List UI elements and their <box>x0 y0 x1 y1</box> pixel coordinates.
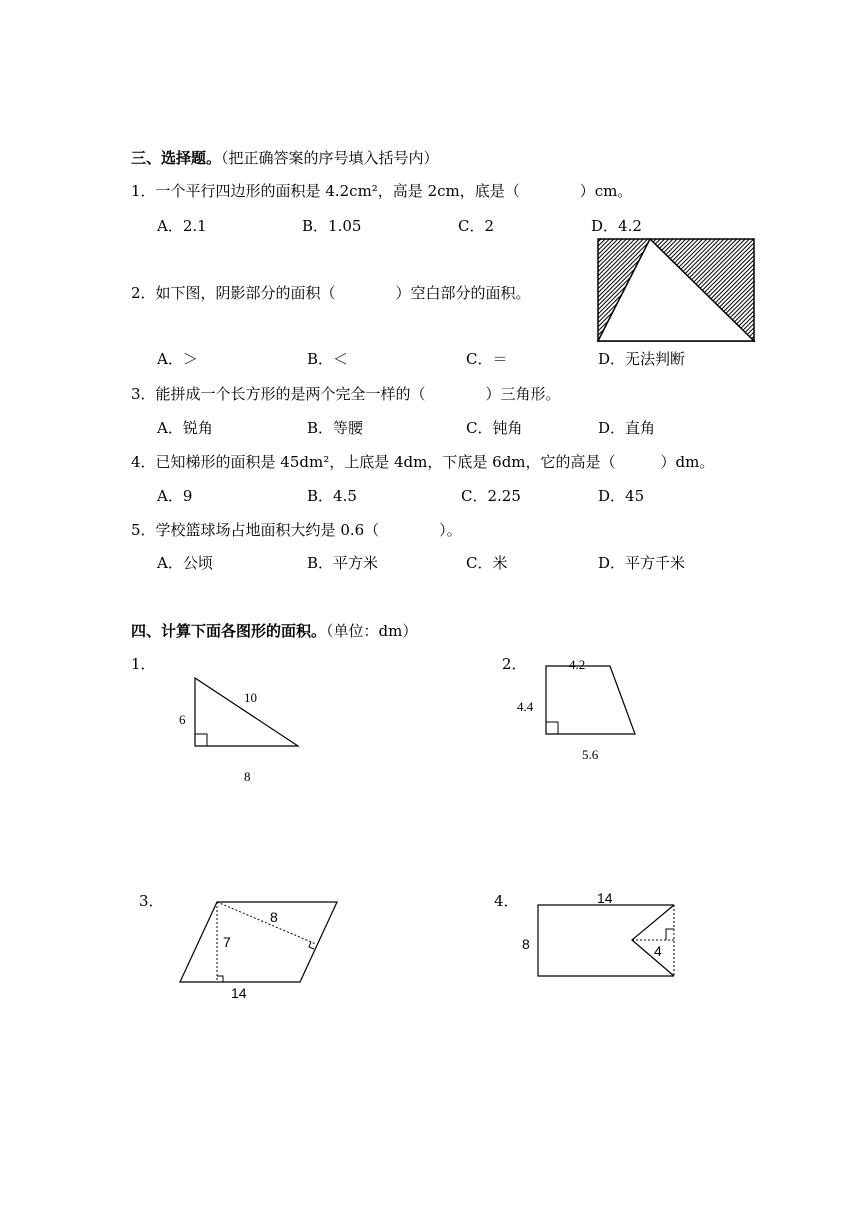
triangle-base-label: 8 <box>244 769 251 784</box>
q2-option-c[interactable]: C．＝ <box>466 350 508 368</box>
q5-option-c[interactable]: C．米 <box>466 554 508 572</box>
q1-option-d[interactable]: D．4.2 <box>591 217 642 235</box>
question-4-stem: 4．已知梯形的面积是 45dm²，上底是 4dm，下底是 6dm，它的高是（ ）dm。 <box>131 453 715 471</box>
triangle-hypotenuse-label: 10 <box>244 690 257 705</box>
q2-option-b[interactable]: B．＜ <box>307 350 349 368</box>
q4-option-b[interactable]: B．4.5 <box>307 487 357 505</box>
parallelogram-slant-label: 8 <box>270 909 278 925</box>
section3-instruction: （把正确答案的序号填入括号内） <box>221 149 439 167</box>
q5-option-d[interactable]: D．平方千米 <box>598 554 686 572</box>
figure-1-number: 1． <box>131 655 156 673</box>
right-angle-mark <box>546 722 558 734</box>
question-2-stem: 2．如下图，阴影部分的面积（ ）空白部分的面积。 <box>131 284 531 302</box>
section4-title <box>131 620 417 641</box>
rectangle-top-label: 14 <box>597 890 613 906</box>
notch-label: 4 <box>654 943 662 959</box>
q1-option-c[interactable]: C．2 <box>458 217 495 235</box>
triangle-shape <box>195 678 298 746</box>
q1-option-a[interactable]: A．2.1 <box>157 217 207 235</box>
q3-option-b[interactable]: B．等腰 <box>307 419 364 437</box>
trapezoid-bottom-label: 5.6 <box>582 747 599 762</box>
trapezoid-top-label: 4.2 <box>569 657 586 672</box>
q3-option-c[interactable]: C．钝角 <box>466 419 523 437</box>
section4-heading: 四、计算下面各图形的面积。 <box>131 622 327 640</box>
parallelogram-height-label: 7 <box>223 934 231 950</box>
q3-option-a[interactable]: A．锐角 <box>157 419 213 437</box>
trapezoid-shape <box>546 666 635 734</box>
section4-unit-note: （单位：dm） <box>326 622 418 640</box>
right-angle-mark <box>195 734 207 746</box>
right-angle-mark <box>217 976 223 982</box>
figure-3-parallelogram <box>170 895 370 1005</box>
q5-option-a[interactable]: A．公顷 <box>157 554 213 572</box>
q2-option-d[interactable]: D．无法判断 <box>598 350 686 368</box>
q1-option-b[interactable]: B．1.05 <box>302 217 362 235</box>
q2-option-a[interactable]: A．＞ <box>157 350 198 368</box>
q2-figure <box>597 238 755 342</box>
trapezoid-height-label: 4.4 <box>517 699 534 714</box>
question-1-stem: 1．一个平行四边形的面积是 4.2cm²，高是 2cm，底是（ ）cm。 <box>131 182 633 200</box>
figure-4-number: 4． <box>494 892 519 910</box>
parallelogram-shape <box>180 902 337 982</box>
figure-3-number: 3． <box>139 892 164 910</box>
figure-2-number: 2． <box>502 655 527 673</box>
slant-height-dashed <box>217 902 316 944</box>
section3-heading: 三、选择题。 <box>131 149 222 167</box>
parallelogram-base-label: 14 <box>231 985 247 1001</box>
right-angle-mark <box>666 929 674 940</box>
q3-option-d[interactable]: D．直角 <box>598 419 656 437</box>
triangle-height-label: 6 <box>179 712 186 727</box>
figure-4-notched-rectangle <box>510 888 710 988</box>
figure-1-right-triangle <box>160 670 360 790</box>
q4-option-d[interactable]: D．45 <box>598 487 645 505</box>
figure-2-trapezoid <box>510 657 670 780</box>
q5-option-b[interactable]: B．平方米 <box>307 554 379 572</box>
q4-option-a[interactable]: A．9 <box>157 487 193 505</box>
q4-option-c[interactable]: C．2.25 <box>461 487 521 505</box>
rectangle-left-label: 8 <box>522 936 530 952</box>
question-3-stem: 3．能拼成一个长方形的是两个完全一样的（ ）三角形。 <box>131 385 561 403</box>
section3-title <box>131 147 439 168</box>
question-5-stem: 5．学校篮球场占地面积大约是 0.6（ ）。 <box>131 521 462 539</box>
